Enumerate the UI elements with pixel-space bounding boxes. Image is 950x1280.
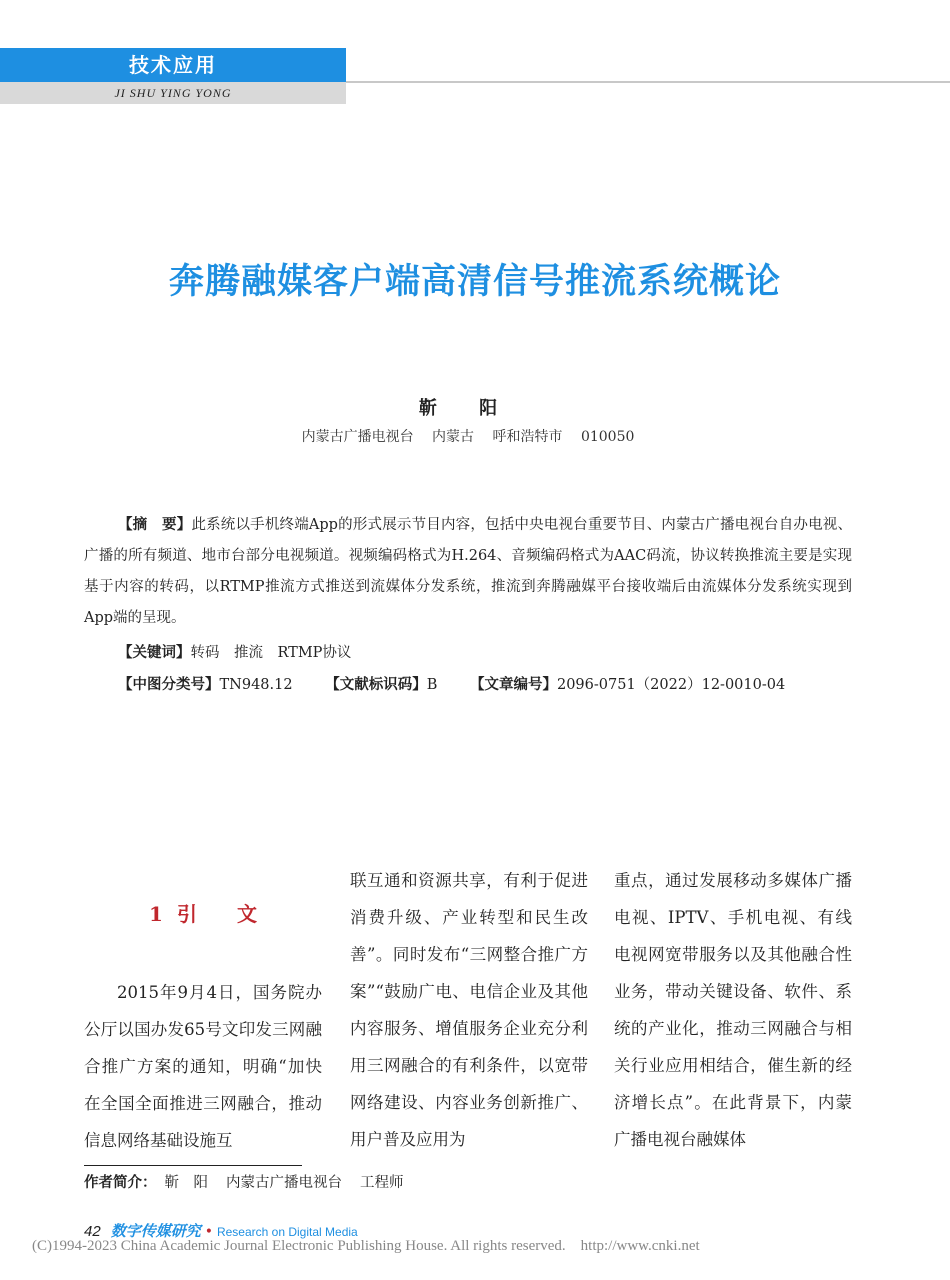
article-no-value: 2096-0751（2022）12-0010-04 — [556, 677, 786, 693]
author-note — [84, 1172, 404, 1194]
journal-name-zh: 数字传媒研究 — [110, 1222, 201, 1240]
column-header: 技术应用 — [0, 48, 346, 82]
body-column-2 — [350, 862, 588, 1158]
section-title-a: 引 — [176, 902, 197, 926]
section-number: 1 — [149, 902, 163, 926]
section-title-b: 文 — [236, 902, 257, 926]
keywords-label: 【关键词】 — [118, 645, 191, 661]
clc-value: TN948.12 — [219, 677, 293, 693]
clc-label: 【中图分类号】 — [118, 677, 220, 693]
author-note-title: 工程师 — [360, 1175, 404, 1191]
author-note-name: 靳 阳 — [164, 1175, 208, 1191]
footnote-divider — [84, 1165, 302, 1166]
body-column-1 — [84, 974, 322, 1159]
abstract-label: 【摘 要】 — [118, 517, 192, 533]
body-paragraph: 2015年9月4日，国务院办公厅以国办发65号文印发三网融合推广方案的通知，明确“加快在全国全面推进三网融合，推动信息网络基础设施互 — [84, 983, 322, 1150]
author-note-label: 作者简介： — [84, 1175, 157, 1191]
journal-separator: • — [204, 1224, 213, 1240]
journal-name-en: Research on Digital Media — [216, 1225, 358, 1239]
keywords-line — [118, 643, 351, 663]
author-name: 靳 阳 — [418, 398, 516, 419]
column-pinyin: JI SHU YING YONG — [0, 82, 346, 104]
page-number: 42 — [84, 1223, 101, 1240]
copyright-notice: (C)1994-2023 China Academic Journal Electronic Publishing House. All rights reserved. http://www.cnki.net — [32, 1238, 700, 1254]
article-no-label: 【文章编号】 — [469, 677, 557, 693]
abstract-text: 此系统以手机终端App的形式展示节目内容，包括中央电视台重要节目、内蒙古广播电视台自办电视、广播的所有频道、地市台部分电视频道。视频编码格式为H.264、音频编码格式为AAC码流，协议转换推流主要是实现基于内容的转码，以RTMP推流方式推送到流媒体分发系统，推流到奔腾融媒平台接收端后由流媒体分发系统实现到App端的呈现。 — [84, 517, 852, 626]
body-column-3 — [614, 862, 852, 1158]
author-note-org: 内蒙古广播电视台 — [226, 1175, 342, 1191]
body-paragraph: 联互通和资源共享，有利于促进消费升级、产业转型和民生改善”。同时发布“三网整合推广方案”“鼓励广电、电信企业及其他内容服务、增值服务企业充分利用三网融合的有利条件，以宽带网络建设、内容业务创新推广、用户普及应用为 — [350, 871, 588, 1149]
keywords-text: 转码 推流 RTMP协议 — [190, 645, 352, 661]
author-affiliation: 内蒙古广播电视台 内蒙古 呼和浩特市 010050 — [301, 429, 635, 445]
article-title: 奔腾融媒客户端高清信号推流系统概论 — [168, 261, 781, 302]
section-heading-intro — [84, 898, 322, 927]
body-paragraph: 重点，通过发展移动多媒体广播电视、IPTV、手机电视、有线电视网宽带服务以及其他融合性业务，带动关键设备、软件、系统的产业化，推动三网融合与相关行业应用相结合，催生新的经济增长点”。在此背景下，内蒙广播电视台融媒体 — [614, 871, 852, 1149]
classification-line — [118, 675, 813, 695]
doc-code-value: B — [426, 677, 438, 693]
doc-code-label: 【文献标识码】 — [325, 677, 427, 693]
abstract — [84, 510, 852, 634]
header-rule — [346, 81, 950, 83]
